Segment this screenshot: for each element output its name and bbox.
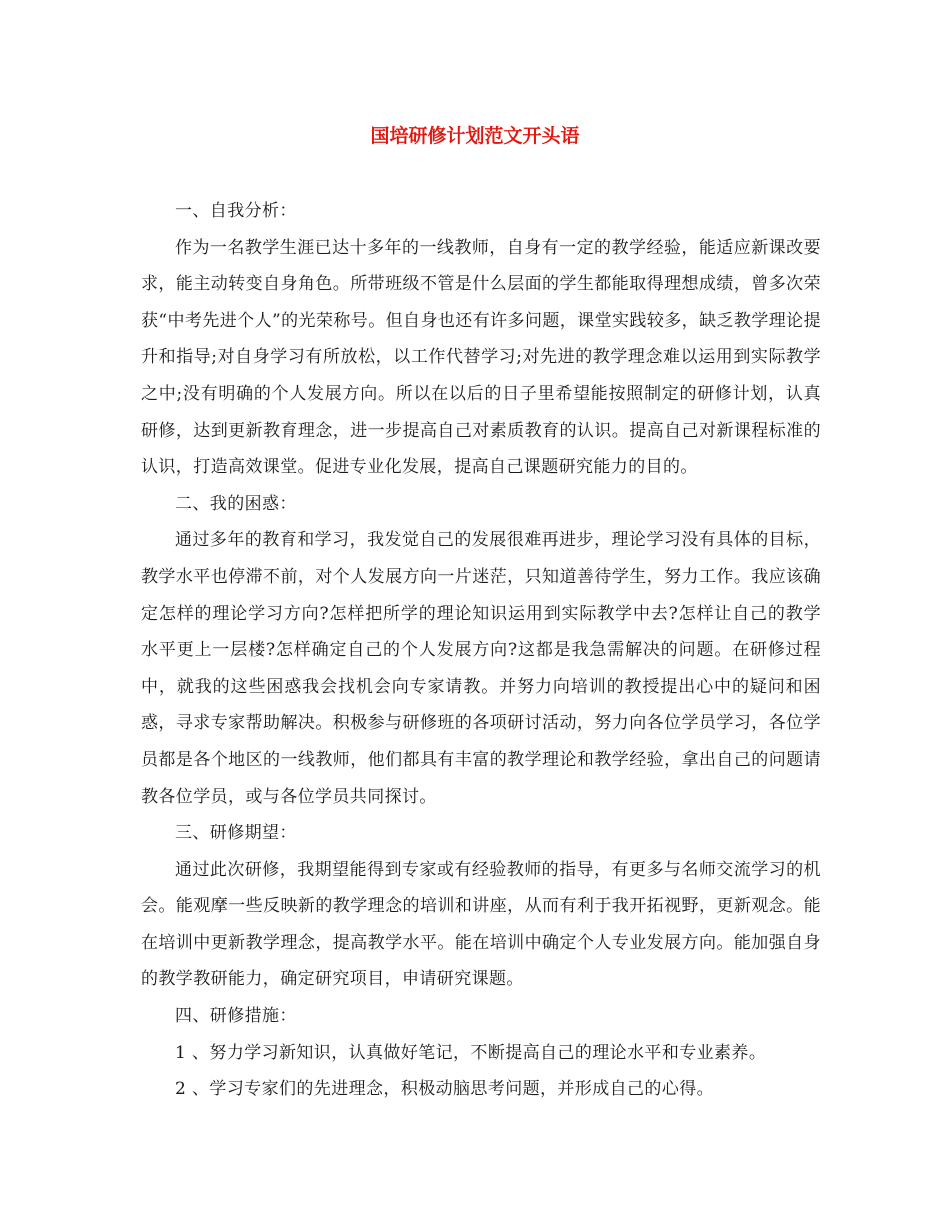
section-heading-measures: 四、研修措施： <box>175 1006 297 1027</box>
section-heading-self-analysis: 一、自我分析： <box>175 201 297 221</box>
document-title: 国培研修计划范文开头语 <box>370 125 580 147</box>
measure-item-1: 1 、努力学习新知识，认真做好笔记，不断提高自己的理论水平和专业素养。 <box>175 1042 767 1063</box>
measure-item-2: 2 、学习专家们的先进理念，积极动脑思考问题，并形成自己的心得。 <box>175 1079 715 1100</box>
section-heading-confusion: 二、我的困惑： <box>175 493 297 514</box>
paragraph-confusion: 通过多年的教育和学习，我发觉自己的发展很难再进步，理论学习没有具体的目标，教学水平也停滞不前，对个人发展方向一片迷茫，只知道善待学生，努力工作。我应该确定怎样的理论学习方向?怎样把所学的理论知识运用到实际教学中去?怎样让自己的教学水平更上一层楼?怎样确定自己的个人发展方向?这都是我急需解决的问题。在研修过程中，就我的这些困惑我会找机会向专家请教。并努力向培训的教授提出心中的疑问和困惑，寻求专家帮助解决。积极参与研修班的各项研讨活动，努力向各位学员学习，各位学员都是各个地区的一线教师，他们都具有丰富的教学理论和教学经验，拿出自己的问题请教各位学员，或与各位学员共同探讨。 <box>141 530 821 807</box>
document-body <box>141 193 821 1108</box>
paragraph-self-analysis: 作为一名教学生涯已达十多年的一线教师，自身有一定的教学经验，能适应新课改要求，能主动转变自身角色。所带班级不管是什么层面的学生都能取得理想成绩，曾多次荣获“中考先进个人”的光荣称号。但自身也还有许多问题，课堂实践较多，缺乏教学理论提升和指导;对自身学习有所放松，以工作代替学习;对先进的教学理念难以运用到实际教学之中;没有明确的个人发展方向。所以在以后的日子里希望能按照制定的研修计划，认真研修，达到更新教育理念，进一步提高自己对素质教育的认识。提高自己对新课程标准的认识，打造高效课堂。促进专业化发展，提高自己课题研究能力的目的。 <box>141 237 821 478</box>
paragraph-expectations: 通过此次研修，我期望能得到专家或有经验教师的指导，有更多与名师交流学习的机会。能观摩一些反映新的教学理念的培训和讲座，从而有利于我开拓视野，更新观念。能在培训中更新教学理念，提高教学水平。能在培训中确定个人专业发展方向。能加强自身的教学教研能力，确定研究项目，申请研究课题。 <box>141 859 821 990</box>
section-heading-expectations: 三、研修期望： <box>175 823 297 844</box>
